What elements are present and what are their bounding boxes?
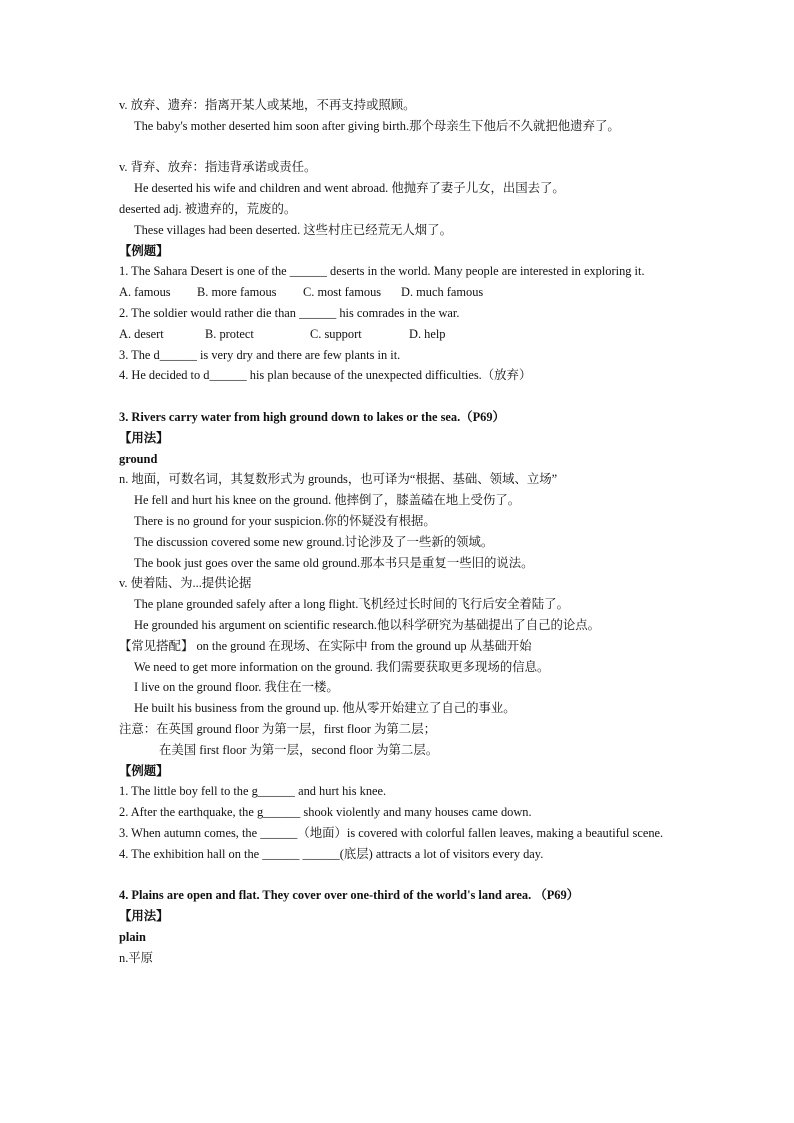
note: 注意：在英国 ground floor 为第一层，first floor 为第二层； <box>119 721 436 736</box>
headword: plain <box>119 929 146 944</box>
usage-heading: 【用法】 <box>119 909 169 924</box>
exercise-question: 1. The little boy fell to the g______ and hurt his knee. <box>119 784 387 799</box>
option: C. support <box>310 326 362 341</box>
definition-verb: v. 使着陆、为...提供论据 <box>119 576 252 591</box>
example-sentence: He deserted his wife and children and went abroad. 他抛弃了妻子儿女，出国去了。 <box>134 181 565 196</box>
section-title: 3. Rivers carry water from high ground down to lakes or the sea.（P69） <box>119 409 505 424</box>
example-heading: 【例题】 <box>119 763 169 778</box>
definition-noun: n.平原 <box>119 950 154 965</box>
definition-noun: n. 地面，可数名词，其复数形式为 grounds，也可译为“根据、基础、领域、立场” <box>119 472 558 487</box>
headword: ground <box>119 451 158 466</box>
exercise-question: 2. The soldier would rather die than ______ his comrades in the war. <box>119 305 460 320</box>
note: 在美国 first floor 为第一层，second floor 为第二层。 <box>159 742 439 757</box>
example-sentence: He grounded his argument on scientific research.他以科学研究为基础提出了自己的论点。 <box>134 617 601 632</box>
option: D. help <box>409 326 446 341</box>
definition-deserted-adj: deserted adj. 被遗弃的，荒废的。 <box>119 201 297 216</box>
option: D. much famous <box>401 285 484 300</box>
usage-heading: 【用法】 <box>119 430 169 445</box>
example-sentence: He built his business from the ground up. 他从零开始建立了自己的事业。 <box>134 701 516 716</box>
exercise-question: 1. The Sahara Desert is one of the ______ deserts in the world. Many people are interested in exploring it. <box>119 264 645 279</box>
option: B. protect <box>205 326 254 341</box>
example-sentence: The discussion covered some new ground.讨论涉及了一些新的领域。 <box>134 534 494 549</box>
example-sentence: There is no ground for your suspicion.你的怀疑没有根据。 <box>134 513 436 528</box>
example-heading: 【例题】 <box>119 243 169 258</box>
example-sentence: The plane grounded safely after a long flight.飞机经过长时间的飞行后安全着陆了。 <box>134 597 569 612</box>
section-title: 4. Plains are open and flat. They cover over one-third of the world's land area. （P69） <box>119 888 580 903</box>
example-sentence: The baby's mother deserted him soon after giving birth.那个母亲生下他后不久就把他遗弃了。 <box>134 118 620 133</box>
exercise-question: 3. When autumn comes, the ______（地面）is covered with colorful fallen leaves, making a beautiful scene. <box>119 825 664 840</box>
collocation-heading: 【常见搭配】 on the ground 在现场、在实际中 from the ground up 从基础开始 <box>119 638 532 653</box>
option: C. most famous <box>303 285 382 300</box>
exercise-options <box>119 324 679 345</box>
document-page <box>119 95 679 968</box>
exercise-question: 4. He decided to d______ his plan because of the unexpected difficulties.（放弃） <box>119 368 532 383</box>
example-sentence: These villages had been deserted. 这些村庄已经荒无人烟了。 <box>134 222 452 237</box>
definition-abandon: v. 放弃、遗弃：指离开某人或某地，不再支持或照顾。 <box>119 98 416 112</box>
exercise-question: 2. After the earthquake, the g______ shook violently and many houses came down. <box>119 805 532 820</box>
example-sentence: We need to get more information on the ground. 我们需要获取更多现场的信息。 <box>134 659 550 674</box>
example-sentence: The book just goes over the same old ground.那本书只是重复一些旧的说法。 <box>134 555 534 570</box>
example-sentence: I live on the ground floor. 我住在一楼。 <box>134 680 339 695</box>
exercise-options <box>119 282 679 303</box>
definition-betray: v. 背弃、放弃：指违背承诺或责任。 <box>119 160 317 175</box>
exercise-question: 3. The d______ is very dry and there are few plants in it. <box>119 347 401 362</box>
example-sentence: He fell and hurt his knee on the ground. 他摔倒了，膝盖磕在地上受伤了。 <box>134 493 521 508</box>
option: A. desert <box>119 326 164 341</box>
option: A. famous <box>119 285 171 300</box>
exercise-question: 4. The exhibition hall on the ______ ______(底层) attracts a lot of visitors every day. <box>119 846 544 861</box>
option: B. more famous <box>197 285 277 300</box>
